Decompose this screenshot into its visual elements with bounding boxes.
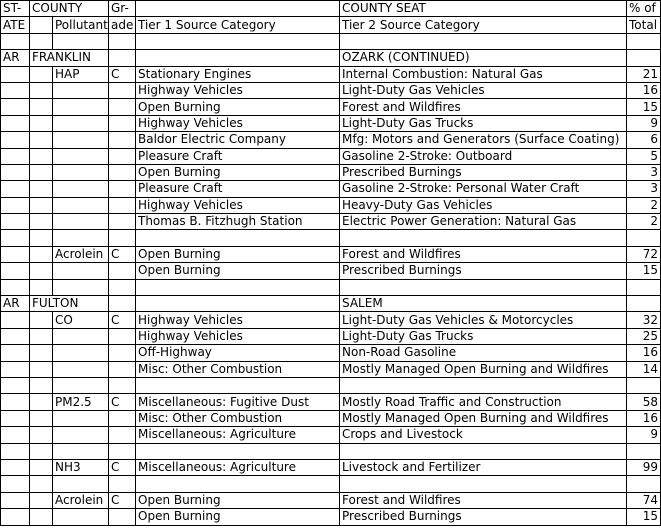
pollutant-cell (53, 377, 109, 393)
header-total: Total (627, 17, 661, 33)
tier2-cell: Heavy-Duty Gas Vehicles (340, 197, 627, 213)
tier1-cell: Miscellaneous: Agriculture (136, 459, 340, 475)
grade-cell: C (109, 492, 136, 508)
table-body (1, 33, 661, 525)
tier2-cell (340, 279, 627, 295)
county-cell (30, 492, 53, 508)
state-cell (1, 197, 30, 213)
state-cell (1, 99, 30, 115)
tier1-cell (136, 230, 340, 246)
tier2-cell: Electric Power Generation: Natural Gas (340, 214, 627, 230)
state-cell (1, 246, 30, 262)
state-cell (1, 509, 30, 525)
table-row (1, 66, 661, 82)
pollutant-cell: Acrolein (53, 492, 109, 508)
pollutant-cell (53, 345, 109, 361)
pollutant-cell: CO (53, 312, 109, 328)
header-row-1 (1, 1, 661, 17)
grade-cell (109, 50, 136, 66)
tier2-cell: Mostly Managed Open Burning and Wildfires (340, 361, 627, 377)
county-cell (30, 132, 53, 148)
tier2-cell: Prescribed Burnings (340, 164, 627, 180)
state-cell (1, 263, 30, 279)
state-cell (1, 312, 30, 328)
header-county-2 (30, 17, 53, 33)
county-cell (30, 476, 53, 492)
pct-cell (627, 377, 661, 393)
table-row (1, 197, 661, 213)
state-cell (1, 148, 30, 164)
pct-cell: 99 (627, 459, 661, 475)
pollutant-cell (53, 476, 109, 492)
county-cell (30, 427, 53, 443)
tier2-cell: Prescribed Burnings (340, 509, 627, 525)
tier1-cell: Miscellaneous: Agriculture (136, 427, 340, 443)
pct-cell (627, 279, 661, 295)
state-cell (1, 328, 30, 344)
table-row (1, 99, 661, 115)
county-cell (30, 164, 53, 180)
table-row (1, 410, 661, 426)
pct-cell (627, 33, 661, 49)
tier2-cell (340, 377, 627, 393)
pollutant-cell (53, 328, 109, 344)
tier2-cell: Forest and Wildfires (340, 492, 627, 508)
tier1-cell: Off-Highway (136, 345, 340, 361)
blank-row (1, 230, 661, 246)
state-cell (1, 214, 30, 230)
tier2-cell: Light-Duty Gas Trucks (340, 328, 627, 344)
state-cell (1, 230, 30, 246)
header-grade: Gr- (109, 1, 136, 17)
state-cell (1, 459, 30, 475)
tier1-cell: Highway Vehicles (136, 328, 340, 344)
pct-cell (627, 296, 661, 312)
county-row (1, 296, 661, 312)
pollutant-cell (53, 197, 109, 213)
pct-cell (627, 443, 661, 459)
pct-cell: 32 (627, 312, 661, 328)
pollutant-cell (53, 99, 109, 115)
tier1-cell (136, 296, 340, 312)
grade-cell (109, 410, 136, 426)
county-cell (30, 197, 53, 213)
county-cell (30, 410, 53, 426)
tier1-cell: Misc: Other Combustion (136, 361, 340, 377)
pollutant-cell: PM2.5 (53, 394, 109, 410)
header-pct: % of (627, 1, 661, 17)
tier2-cell (340, 476, 627, 492)
pollutant-cell: NH3 (53, 459, 109, 475)
pollutant-cell (53, 361, 109, 377)
county-cell (30, 214, 53, 230)
header-pollutant: Pollutant (53, 17, 109, 33)
state-cell (1, 279, 30, 295)
header-tier2: Tier 2 Source Category (340, 17, 627, 33)
table-row (1, 82, 661, 98)
tier2-cell: Gasoline 2-Stroke: Outboard (340, 148, 627, 164)
blank-row (1, 279, 661, 295)
pct-cell: 5 (627, 148, 661, 164)
pct-cell: 58 (627, 394, 661, 410)
table-row (1, 246, 661, 262)
pollutant-cell (53, 181, 109, 197)
county-cell (30, 377, 53, 393)
pct-cell: 16 (627, 82, 661, 98)
header-county: COUNTY (30, 1, 109, 17)
grade-cell (109, 148, 136, 164)
pct-cell: 15 (627, 263, 661, 279)
pct-cell: 3 (627, 181, 661, 197)
tier2-cell: Forest and Wildfires (340, 246, 627, 262)
tier1-cell: Highway Vehicles (136, 197, 340, 213)
tier1-cell: Misc: Other Combustion (136, 410, 340, 426)
state-cell (1, 361, 30, 377)
grade-cell (109, 345, 136, 361)
pollutant-cell: Acrolein (53, 246, 109, 262)
pct-cell (627, 230, 661, 246)
tier1-cell (136, 476, 340, 492)
pollutant-cell (53, 115, 109, 131)
table-row (1, 361, 661, 377)
county-seat-cell: SALEM (340, 296, 627, 312)
pollutant-cell (53, 82, 109, 98)
grade-cell (109, 197, 136, 213)
county-seat-cell: OZARK (CONTINUED) (340, 50, 627, 66)
county-cell (30, 443, 53, 459)
tier1-cell (136, 33, 340, 49)
pollutant-cell (53, 410, 109, 426)
header-grade-2: ade (109, 17, 136, 33)
table-row (1, 214, 661, 230)
pollutant-cell (53, 443, 109, 459)
grade-cell (109, 328, 136, 344)
tier1-cell: Baldor Electric Company (136, 132, 340, 148)
grade-cell (109, 230, 136, 246)
grade-cell (109, 279, 136, 295)
table-row (1, 459, 661, 475)
county-cell (30, 509, 53, 525)
pollutant-cell (53, 214, 109, 230)
tier1-cell: Stationary Engines (136, 66, 340, 82)
state-cell (1, 377, 30, 393)
tier1-cell: Thomas B. Fitzhugh Station (136, 214, 340, 230)
tier1-cell (136, 279, 340, 295)
tier2-cell: Light-Duty Gas Vehicles & Motorcycles (340, 312, 627, 328)
county-cell (30, 33, 53, 49)
tier1-cell: Pleasure Craft (136, 148, 340, 164)
pollutant-cell (53, 230, 109, 246)
county-cell (30, 328, 53, 344)
county-cell (30, 99, 53, 115)
tier1-cell: Open Burning (136, 99, 340, 115)
tier1-cell: Open Burning (136, 246, 340, 262)
county-name-cell: FULTON (30, 296, 109, 312)
county-cell (30, 115, 53, 131)
tier2-cell: Mostly Road Traffic and Construction (340, 394, 627, 410)
state-cell: AR (1, 50, 30, 66)
pct-cell: 16 (627, 410, 661, 426)
pollutant-cell (53, 132, 109, 148)
tier2-cell: Internal Combustion: Natural Gas (340, 66, 627, 82)
table-row (1, 148, 661, 164)
tier2-cell (340, 33, 627, 49)
pollutant-cell (53, 164, 109, 180)
county-cell (30, 148, 53, 164)
grade-cell (109, 443, 136, 459)
tier2-cell (340, 443, 627, 459)
tier1-cell: Miscellaneous: Fugitive Dust (136, 394, 340, 410)
pollutant-cell (53, 427, 109, 443)
pct-cell: 72 (627, 246, 661, 262)
blank-row (1, 443, 661, 459)
county-cell (30, 82, 53, 98)
header-row-2 (1, 17, 661, 33)
grade-cell (109, 214, 136, 230)
tier2-cell: Non-Road Gasoline (340, 345, 627, 361)
tier1-cell (136, 377, 340, 393)
pollutant-cell (53, 33, 109, 49)
county-cell (30, 181, 53, 197)
county-cell (30, 230, 53, 246)
state-cell (1, 132, 30, 148)
grade-cell: C (109, 394, 136, 410)
county-cell (30, 66, 53, 82)
tier1-cell: Highway Vehicles (136, 115, 340, 131)
table-row (1, 181, 661, 197)
table-row (1, 328, 661, 344)
pct-cell: 6 (627, 132, 661, 148)
pollutant-cell (53, 509, 109, 525)
grade-cell (109, 33, 136, 49)
county-cell (30, 312, 53, 328)
state-cell (1, 492, 30, 508)
tier2-cell: Livestock and Fertilizer (340, 459, 627, 475)
tier1-cell: Open Burning (136, 263, 340, 279)
blank-row (1, 377, 661, 393)
county-cell (30, 459, 53, 475)
grade-cell (109, 181, 136, 197)
state-cell (1, 82, 30, 98)
state-cell (1, 115, 30, 131)
table-row (1, 345, 661, 361)
pct-cell: 9 (627, 115, 661, 131)
state-cell (1, 476, 30, 492)
tier1-cell (136, 50, 340, 66)
county-cell (30, 361, 53, 377)
tier1-cell (136, 443, 340, 459)
pct-cell (627, 476, 661, 492)
tier2-cell: Mostly Managed Open Burning and Wildfires (340, 410, 627, 426)
county-cell (30, 345, 53, 361)
pct-cell: 14 (627, 361, 661, 377)
header-tier1: Tier 1 Source Category (136, 17, 340, 33)
grade-cell: C (109, 312, 136, 328)
state-cell (1, 66, 30, 82)
blank-row (1, 33, 661, 49)
pct-cell: 3 (627, 164, 661, 180)
blank-row (1, 476, 661, 492)
grade-cell (109, 427, 136, 443)
grade-cell: C (109, 459, 136, 475)
grade-cell (109, 361, 136, 377)
table-row (1, 492, 661, 508)
tier1-cell: Open Burning (136, 509, 340, 525)
tier1-cell: Highway Vehicles (136, 312, 340, 328)
pct-cell: 2 (627, 197, 661, 213)
grade-cell (109, 164, 136, 180)
table-row (1, 115, 661, 131)
table-row (1, 427, 661, 443)
pollutant-cell (53, 279, 109, 295)
header-county-seat: COUNTY SEAT (340, 1, 627, 17)
pollutant-cell (53, 263, 109, 279)
table-row (1, 164, 661, 180)
table-row (1, 394, 661, 410)
grade-cell (109, 115, 136, 131)
county-cell (30, 279, 53, 295)
table-row (1, 263, 661, 279)
header-state: ST- (1, 1, 30, 17)
pollutant-cell (53, 148, 109, 164)
grade-cell (109, 82, 136, 98)
state-cell (1, 443, 30, 459)
grade-cell: C (109, 246, 136, 262)
tier1-cell: Open Burning (136, 492, 340, 508)
state-cell (1, 181, 30, 197)
grade-cell (109, 296, 136, 312)
county-cell (30, 246, 53, 262)
grade-cell (109, 99, 136, 115)
tier2-cell: Light-Duty Gas Trucks (340, 115, 627, 131)
table-row (1, 132, 661, 148)
grade-cell: C (109, 66, 136, 82)
county-name-cell: FRANKLIN (30, 50, 109, 66)
grade-cell (109, 377, 136, 393)
pct-cell: 15 (627, 99, 661, 115)
pct-cell: 2 (627, 214, 661, 230)
header-state-2: ATE (1, 17, 30, 33)
pct-cell: 15 (627, 509, 661, 525)
grade-cell (109, 263, 136, 279)
tier2-cell: Forest and Wildfires (340, 99, 627, 115)
pct-cell: 21 (627, 66, 661, 82)
state-cell: AR (1, 296, 30, 312)
state-cell (1, 410, 30, 426)
tier2-cell: Prescribed Burnings (340, 263, 627, 279)
state-cell (1, 164, 30, 180)
table-row (1, 312, 661, 328)
table-row (1, 509, 661, 525)
header-blank (136, 1, 340, 17)
pct-cell (627, 50, 661, 66)
state-cell (1, 394, 30, 410)
tier1-cell: Open Burning (136, 164, 340, 180)
state-cell (1, 345, 30, 361)
pct-cell: 9 (627, 427, 661, 443)
grade-cell (109, 476, 136, 492)
county-cell (30, 263, 53, 279)
pct-cell: 74 (627, 492, 661, 508)
tier1-cell: Highway Vehicles (136, 82, 340, 98)
state-cell (1, 427, 30, 443)
state-cell (1, 33, 30, 49)
county-row (1, 50, 661, 66)
grade-cell (109, 132, 136, 148)
tier2-cell: Crops and Livestock (340, 427, 627, 443)
pct-cell: 25 (627, 328, 661, 344)
county-cell (30, 394, 53, 410)
grade-cell (109, 509, 136, 525)
tier2-cell (340, 230, 627, 246)
tier2-cell: Mfg: Motors and Generators (Surface Coating) (340, 132, 627, 148)
pct-cell: 16 (627, 345, 661, 361)
tier2-cell: Light-Duty Gas Vehicles (340, 82, 627, 98)
tier1-cell: Pleasure Craft (136, 181, 340, 197)
pollutant-cell: HAP (53, 66, 109, 82)
tier2-cell: Gasoline 2-Stroke: Personal Water Craft (340, 181, 627, 197)
